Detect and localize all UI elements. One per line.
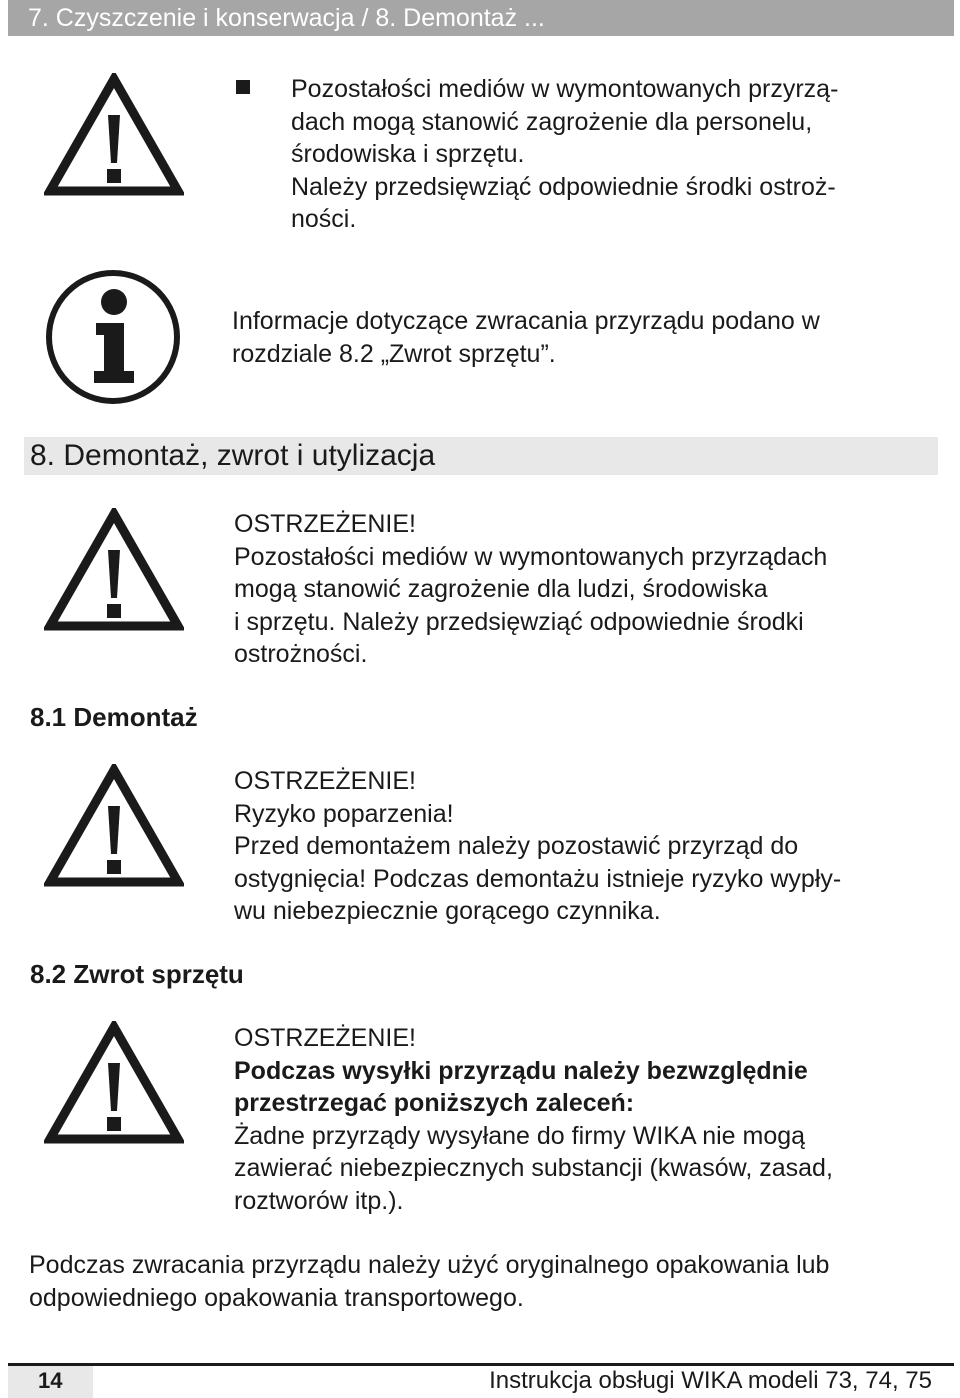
section81-warning (234, 765, 841, 928)
text-line: Należy przedsięwziąć odpowiednie środki ostroż- (291, 172, 836, 201)
text-line: i sprzętu. Należy przedsięwziąć odpowiednie środki (234, 607, 804, 636)
section-title: 8. Demontaż, zwrot i utylizacja (30, 439, 436, 472)
text-line-bold: Podczas wysyłki przyrządu należy bezwzględnie (234, 1056, 808, 1085)
text-line: odpowiedniego opakowania transportowego. (29, 1283, 524, 1312)
text-line: Żadne przyrządy wysyłane do firmy WIKA nie mogą (234, 1121, 806, 1150)
page-header: 7. Czyszczenie i konserwacja / 8. Demontaż ... (8, 0, 954, 36)
return-paragraph (29, 1249, 829, 1314)
footer-text: Instrukcja obsługi WIKA modeli 73, 74, 75 (489, 1367, 932, 1394)
warning-heading: OSTRZEŻENIE! (234, 1024, 416, 1052)
text-line: rozdziale 8.2 „Zwrot sprzętu”. (232, 339, 556, 368)
warning-triangle-icon (44, 508, 184, 632)
warning-triangle-icon (44, 73, 184, 197)
text-line: Podczas zwracania przyrządu należy użyć oryginalnego opakowania lub (29, 1251, 830, 1279)
warning-heading: OSTRZEŻENIE! (234, 767, 416, 795)
text-line: Informacje dotyczące zwracania przyrządu podano w (232, 307, 820, 335)
warning-triangle-icon (44, 1021, 184, 1145)
section8-warning (234, 508, 827, 671)
text-line: Pozostałości mediów w wymontowanych przyrzą- (291, 75, 839, 103)
warning-triangle-icon (44, 764, 184, 888)
warning-heading: OSTRZEŻENIE! (234, 510, 416, 538)
text-line: środowiska i sprzętu. (291, 140, 525, 168)
text-line: dach mogą stanowić zagrożenie dla personelu, (291, 107, 813, 136)
text-line: ności. (291, 205, 357, 233)
text-line: Przed demontażem należy pozostawić przyrząd do (234, 832, 799, 860)
text-line: ostygnięcia! Podczas demontażu istnieje ryzyko wypły- (234, 864, 842, 893)
info-text (232, 305, 820, 370)
text-line-bold: przestrzegać poniższych zaleceń: (234, 1089, 635, 1117)
section82-warning (234, 1022, 833, 1217)
text-line: Pozostałości mediów w wymontowanych przyrządach (234, 542, 828, 571)
info-circle-icon (44, 268, 182, 406)
bullet-marker (236, 80, 250, 94)
page-number: 14 (38, 1368, 63, 1393)
text-line: wu niebezpiecznie gorącego czynnika. (234, 897, 661, 925)
text-line: ostrożności. (234, 640, 368, 668)
subsection-title: 8.2 Zwrot sprzętu (30, 959, 244, 989)
subsection-title: 8.1 Demontaż (30, 702, 198, 732)
text-line: zawierać niebezpiecznych substancji (kwasów, zasad, (234, 1154, 833, 1182)
intro-warning-text (291, 73, 838, 236)
text-line: mogą stanowić zagrożenie dla ludzi, środowiska (234, 575, 768, 603)
text-line: roztworów itp.). (234, 1186, 404, 1215)
text-line: Ryzyko poparzenia! (234, 799, 454, 828)
